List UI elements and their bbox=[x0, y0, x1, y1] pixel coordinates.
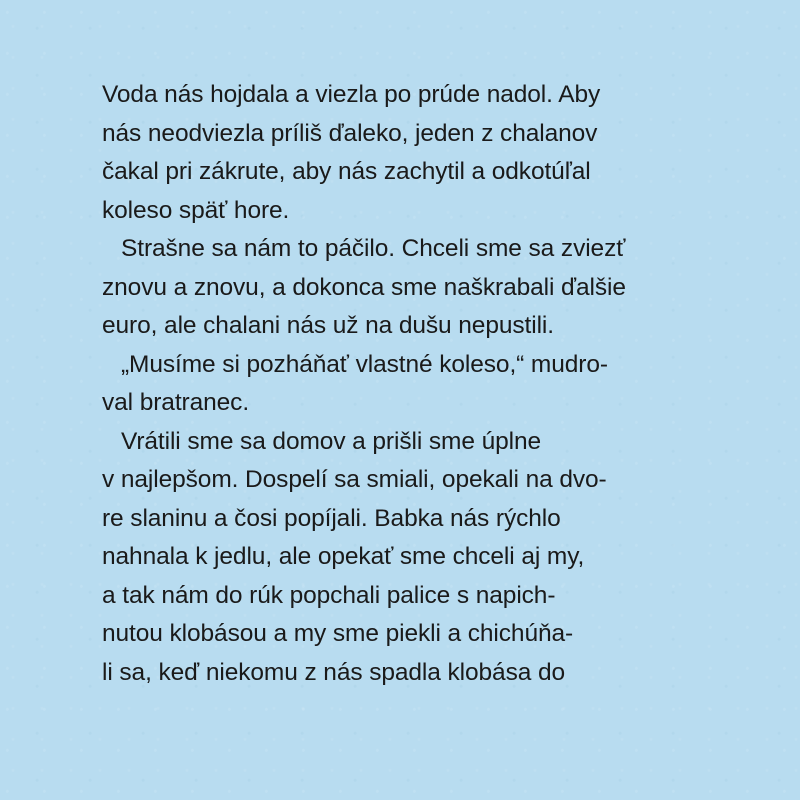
text-line: nahnala k jedlu, ale opekať sme chceli aj my, bbox=[102, 543, 585, 570]
text-line: koleso späť hore. bbox=[102, 196, 290, 224]
text-line: Vrátili sme sa domov a prišli sme úplne bbox=[121, 427, 542, 455]
text-line: nutou klobásou a my sme piekli a chichúňa- bbox=[102, 620, 574, 647]
text-line: val bratranec. bbox=[102, 389, 250, 416]
text-line: a tak nám do rúk popchali palice s napich- bbox=[102, 581, 556, 609]
text-line: li sa, keď niekomu z nás spadla klobása do bbox=[102, 658, 566, 686]
text-line: nás neodviezla príliš ďaleko, jeden z chalanov bbox=[102, 119, 598, 147]
text-line: re slaninu a čosi popíjali. Babka nás rýchlo bbox=[102, 504, 561, 532]
body-text bbox=[102, 76, 702, 692]
text-line: v najlepšom. Dospelí sa smiali, opekali na dvo- bbox=[102, 466, 607, 493]
text-line: euro, ale chalani nás už na dušu nepustili. bbox=[102, 312, 554, 339]
text-line: znovu a znovu, a dokonca sme naškrabali ďalšie bbox=[102, 273, 626, 301]
text-line: Voda nás hojdala a viezla po prúde nadol. Aby bbox=[102, 81, 601, 108]
text-line: Strašne sa nám to páčilo. Chceli sme sa zviezť bbox=[121, 235, 626, 262]
text-line: „Musíme si pozháňať vlastné koleso,“ mudro- bbox=[121, 350, 608, 378]
text-line: čakal pri zákrute, aby nás zachytil a odkotúľal bbox=[102, 158, 591, 185]
